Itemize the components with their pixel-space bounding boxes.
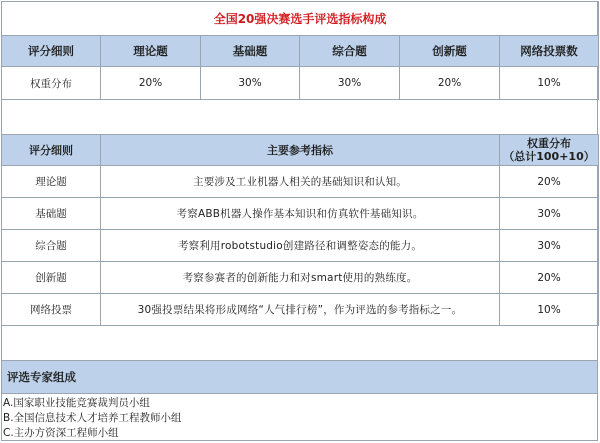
expert-item: B.全国信息技术人才培养工程教师小组 <box>3 412 182 424</box>
header-weight <box>500 135 599 166</box>
weight-cell: 20% <box>500 166 599 198</box>
weight-theory: 20% <box>101 67 201 100</box>
header-innovation: 创新题 <box>400 36 500 67</box>
criteria-cell: 理论题 <box>2 166 101 198</box>
header-online-votes: 网络投票数 <box>500 36 599 67</box>
header-weight-line2: （总计100+10） <box>503 150 595 163</box>
header-criteria: 评分细则 <box>2 135 101 166</box>
header-weight-line1: 权重分布 <box>527 137 571 150</box>
expert-item: C.主办方资深工程师小组 <box>3 427 119 439</box>
weights-table <box>1 1 599 100</box>
indicator-cell: 主要涉及工业机器人相关的基础知识和认知。 <box>101 166 500 198</box>
weight-innovation: 20% <box>400 67 500 100</box>
experts-panel <box>1 360 598 441</box>
expert-item: A.国家职业技能竞赛裁判员小组 <box>3 397 150 409</box>
criteria-cell: 网络投票 <box>2 294 101 326</box>
weight-cell: 30% <box>500 230 599 262</box>
section-gap <box>1 99 598 134</box>
weight-comprehensive: 30% <box>300 67 400 100</box>
indicator-cell: 30强投票结果将形成网络“人气排行榜”，作为评选的参考指标之一。 <box>101 294 500 326</box>
table-row <box>2 198 599 230</box>
header-indicator: 主要参考指标 <box>101 135 500 166</box>
experts-heading: 评选专家组成 <box>1 360 598 394</box>
weight-cell: 10% <box>500 294 599 326</box>
table-row <box>2 294 599 326</box>
row-label: 权重分布 <box>2 67 101 100</box>
header-basic: 基础题 <box>201 36 300 67</box>
page-title: 全国20强决赛选手评选指标构成 <box>2 2 599 36</box>
indicator-cell: 考察利用robotstudio创建路径和调整姿态的能力。 <box>101 230 500 262</box>
header-theory: 理论题 <box>101 36 201 67</box>
weight-cell: 30% <box>500 198 599 230</box>
table-row <box>2 230 599 262</box>
indicator-cell: 考察参赛者的创新能力和对smart使用的熟练度。 <box>101 262 500 294</box>
table-row <box>2 166 599 198</box>
table-row <box>2 262 599 294</box>
criteria-cell: 综合题 <box>2 230 101 262</box>
criteria-cell: 创新题 <box>2 262 101 294</box>
header-comprehensive: 综合题 <box>300 36 400 67</box>
weight-online-votes: 10% <box>500 67 599 100</box>
header-criteria: 评分细则 <box>2 36 101 67</box>
criteria-cell: 基础题 <box>2 198 101 230</box>
weight-basic: 30% <box>201 67 300 100</box>
weight-cell: 20% <box>500 262 599 294</box>
indicator-cell: 考察ABB机器人操作基本知识和仿真软件基础知识。 <box>101 198 500 230</box>
indicators-table <box>1 134 599 326</box>
